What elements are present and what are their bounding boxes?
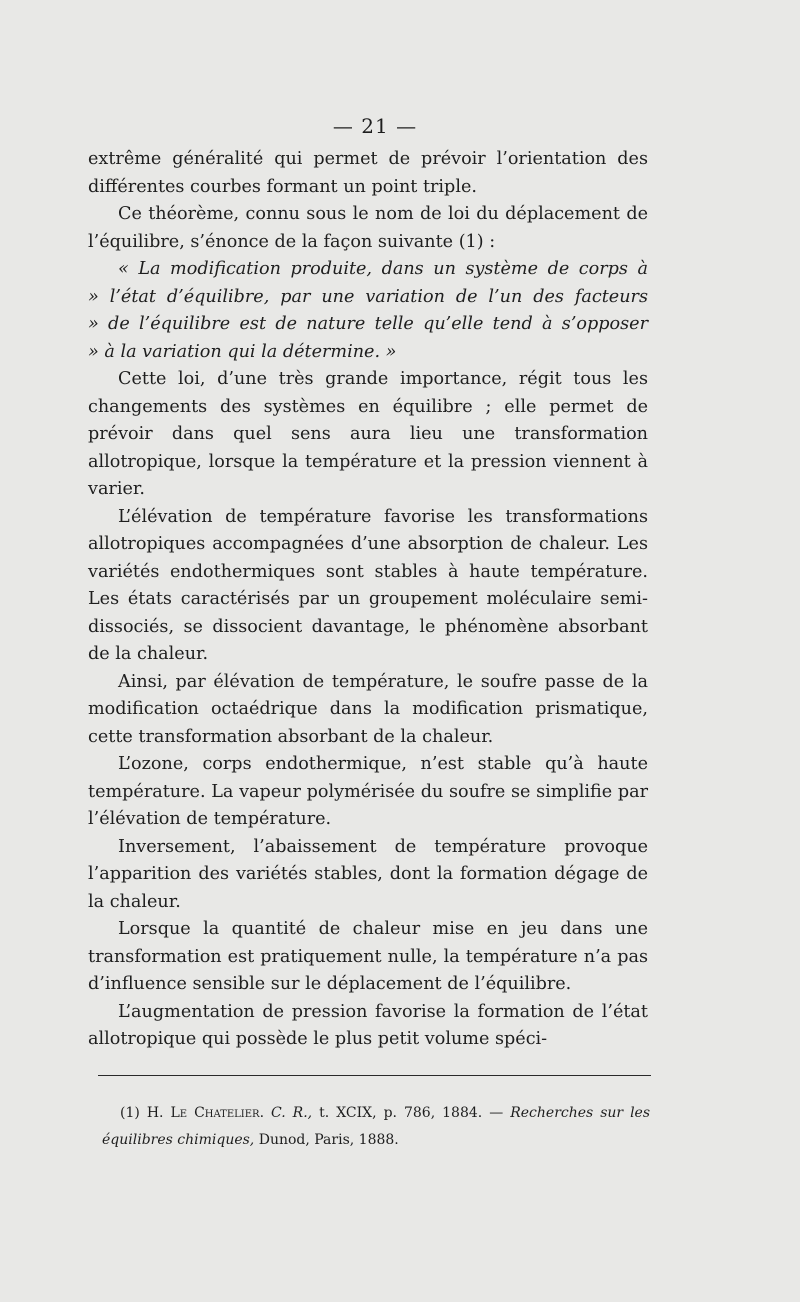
footnote-divider [98,1075,651,1076]
body-text [88,146,648,1054]
paragraph: Cette loi, d’une très grande importance, régit tous les changements des systèmes en équilibre ; elle permet de prévoir dans quel sens aura lieu une transformation allotropique, lorsque la température et la pression viennent à varier. [88,369,648,499]
footnote-title: Recherches sur les équilibres chimiques, [102,1105,651,1148]
quote-line: » à la variation qui la détermine. » [88,341,397,362]
quote-line: » l’état d’équilibre, par une variation de l’un des facteurs [88,286,648,307]
paragraph: L’augmentation de pression favorise la formation de l’état allotropique qui possède le plus petit volume spéci- [88,1001,648,1049]
footnote-marker: (1) H. [120,1105,164,1121]
footnote-author: Le Chatelier. [170,1105,265,1121]
paragraph: Ainsi, par élévation de température, le soufre passe de la modification octaédrique dans la modification prismatique, cette transformation absorbant de la chaleur. [88,671,648,747]
footnote-reference: t. XCIX, p. 786, 1884. — [319,1105,504,1121]
paragraph: L’élévation de température favorise les transformations allotropiques accompagnées d’une absorption de chaleur. Les variétés endothermiques sont stables à haute température. Les états caractérisés par un groupement moléculaire semi-dissociés, se dissocient davantage, le phénomène absorbant de la chaleur. [88,506,648,664]
quote-line: « La modification produite, dans un système de corps à [118,259,648,279]
footnote-publisher: Dunod, Paris, 1888. [258,1132,399,1148]
page-number: — 21 — [332,114,418,138]
footnote [102,1100,650,1154]
footnote-journal: C. R., [271,1105,313,1121]
paragraph: L’ozone, corps endothermique, n’est stable qu’à haute température. La vapeur polymérisée du soufre se simplifie par l’élévation de température. [88,754,648,829]
law-quote [88,256,648,366]
paragraph: Lorsque la quantité de chaleur mise en jeu dans une transformation est pratiquement nulle, la température n’a pas d’influence sensible sur le déplacement de l’équilibre. [88,919,648,994]
quote-line: » de l’équilibre est de nature telle qu’elle tend à s’opposer [88,314,648,334]
paragraph: extrême généralité qui permet de prévoir l’orientation des différentes courbes formant un point triple. [88,149,648,197]
paragraph: Ce théorème, connu sous le nom de loi du déplacement de l’équilibre, s’énonce de la façon suivante (1) : [88,204,648,252]
paragraph: Inversement, l’abaissement de température provoque l’apparition des variétés stables, dont la formation dégage de la chaleur. [88,836,648,912]
